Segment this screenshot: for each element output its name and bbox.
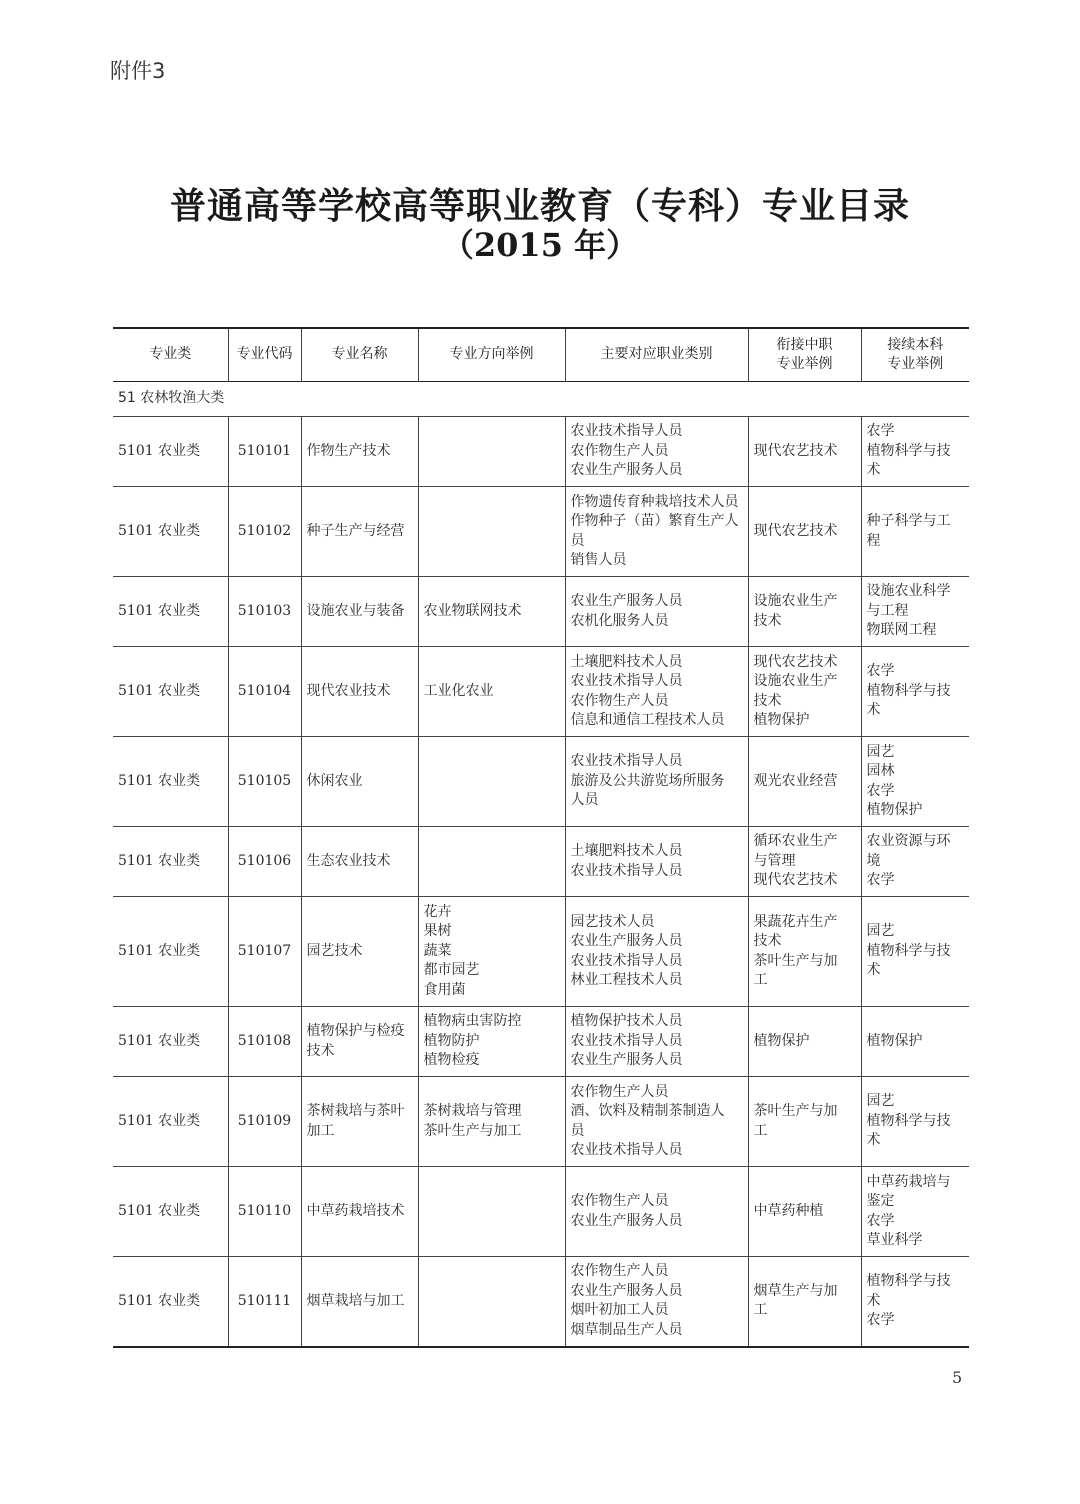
document-year: （2015 年） bbox=[441, 226, 639, 264]
cell-line: 林业工程技术人员 bbox=[570, 972, 683, 988]
cell-line: 与管理 bbox=[753, 852, 796, 869]
cell-line: 农作物生产人员 bbox=[570, 692, 669, 709]
direction-examples-cell bbox=[418, 577, 565, 647]
secondary-majors-cell bbox=[748, 897, 861, 1007]
cell-line: 技术 bbox=[753, 692, 782, 709]
direction-examples-cell bbox=[418, 1077, 565, 1167]
cell-line: 现代农艺技术 bbox=[753, 653, 838, 670]
cell-line: 植物科学与技 bbox=[866, 1273, 951, 1289]
cell-line: 茶叶生产与加 bbox=[753, 1103, 838, 1119]
cell-line: 植物科学与技 bbox=[866, 942, 951, 959]
cell-line: 现代农艺技术 bbox=[753, 442, 838, 459]
direction-examples-cell bbox=[418, 737, 565, 827]
occupations-cell bbox=[565, 897, 748, 1007]
major-code-cell: 510103 bbox=[228, 577, 301, 647]
cell-line: 术 bbox=[866, 962, 881, 979]
cell-line: 园林 bbox=[866, 763, 895, 779]
cell-line: 设施农业生产 bbox=[753, 673, 838, 689]
table-row bbox=[113, 737, 969, 827]
cell-line: 农学 bbox=[866, 872, 895, 889]
direction-examples-cell bbox=[418, 1257, 565, 1347]
table-row bbox=[113, 487, 969, 577]
cell-line: 都市园艺 bbox=[423, 962, 480, 979]
cell-line: 生态农业技术 bbox=[306, 852, 391, 869]
cell-line: 中草药栽培技术 bbox=[306, 1202, 405, 1219]
secondary-majors-cell bbox=[748, 1257, 861, 1347]
undergrad-majors-cell bbox=[861, 577, 969, 647]
cell-line: 循环农业生产 bbox=[753, 833, 838, 850]
cell-line: 园艺 bbox=[866, 923, 895, 940]
direction-examples-cell bbox=[418, 1167, 565, 1257]
major-class-cell: 5101 农业类 bbox=[113, 1077, 228, 1167]
cell-line: 土壤肥料技术人员 bbox=[570, 653, 683, 670]
major-code-cell: 510108 bbox=[228, 1007, 301, 1077]
major-name-cell bbox=[301, 487, 418, 577]
cell-line: 设施农业生产 bbox=[753, 593, 838, 609]
header-major-name: 专业名称 bbox=[301, 328, 418, 382]
cell-line: 加工 bbox=[306, 1122, 335, 1139]
cell-line: 植物保护 bbox=[866, 1032, 923, 1049]
cell-line: 术 bbox=[866, 1132, 881, 1149]
cell-line: 农业技术指导人员 bbox=[570, 862, 683, 879]
major-code-cell: 510109 bbox=[228, 1077, 301, 1167]
secondary-majors-cell bbox=[748, 737, 861, 827]
cell-line: 技术 bbox=[753, 612, 782, 629]
cell-line: 花卉 bbox=[423, 903, 452, 920]
major-code-cell: 510106 bbox=[228, 827, 301, 897]
direction-examples-cell bbox=[418, 487, 565, 577]
cell-line: 技术 bbox=[306, 1042, 335, 1059]
cell-line: 烟草栽培与加工 bbox=[306, 1292, 405, 1309]
major-name-cell bbox=[301, 577, 418, 647]
secondary-majors-cell bbox=[748, 417, 861, 487]
major-name-cell bbox=[301, 417, 418, 487]
cell-line: 销售人员 bbox=[570, 552, 627, 568]
cell-line: 工 bbox=[753, 1302, 768, 1319]
cell-line: 植物保护与检疫 bbox=[306, 1023, 405, 1039]
cell-line: 中草药栽培与 bbox=[866, 1173, 951, 1190]
table-row bbox=[113, 577, 969, 647]
undergrad-majors-cell bbox=[861, 897, 969, 1007]
header-secondary-majors: 衔接中职 专业举例 bbox=[748, 328, 861, 382]
secondary-majors-cell bbox=[748, 827, 861, 897]
major-name-cell bbox=[301, 897, 418, 1007]
category-row bbox=[113, 382, 969, 417]
header-occupations: 主要对应职业类别 bbox=[565, 328, 748, 382]
cell-line: 酒、饮料及精制茶制造人 bbox=[570, 1103, 725, 1119]
occupations-cell bbox=[565, 647, 748, 737]
cell-line: 农业生产服务人员 bbox=[570, 1212, 683, 1229]
major-class-cell: 5101 农业类 bbox=[113, 1257, 228, 1347]
occupations-cell bbox=[565, 1077, 748, 1167]
major-code-cell: 510111 bbox=[228, 1257, 301, 1347]
cell-line: 工 bbox=[753, 1122, 768, 1139]
major-code-cell: 510101 bbox=[228, 417, 301, 487]
occupations-cell bbox=[565, 1257, 748, 1347]
major-class-cell: 5101 农业类 bbox=[113, 417, 228, 487]
cell-line: 休闲农业 bbox=[306, 772, 363, 789]
cell-line: 农业资源与环 bbox=[866, 833, 951, 850]
cell-line: 物联网工程 bbox=[866, 622, 937, 639]
direction-examples-cell bbox=[418, 417, 565, 487]
table-header-row bbox=[113, 328, 969, 382]
major-class-cell: 5101 农业类 bbox=[113, 577, 228, 647]
cell-line: 植物病虫害防控 bbox=[423, 1013, 522, 1030]
secondary-majors-cell bbox=[748, 647, 861, 737]
direction-examples-cell bbox=[418, 827, 565, 897]
cell-line: 植物保护技术人员 bbox=[570, 1013, 683, 1030]
cell-line: 茶树栽培与管理 bbox=[423, 1103, 522, 1119]
undergrad-majors-cell bbox=[861, 487, 969, 577]
major-code-cell: 510104 bbox=[228, 647, 301, 737]
cell-line: 农机化服务人员 bbox=[570, 612, 669, 629]
cell-line: 工业化农业 bbox=[423, 682, 494, 699]
occupations-cell bbox=[565, 1007, 748, 1077]
cell-line: 烟草制品生产人员 bbox=[570, 1321, 683, 1338]
cell-line: 作物种子（苗）繁育生产人 bbox=[570, 513, 739, 529]
cell-line: 鉴定 bbox=[866, 1193, 895, 1209]
secondary-majors-cell bbox=[748, 1167, 861, 1257]
major-class-cell: 5101 农业类 bbox=[113, 737, 228, 827]
cell-line: 园艺技术 bbox=[306, 942, 363, 959]
major-name-cell bbox=[301, 647, 418, 737]
secondary-majors-cell bbox=[748, 1007, 861, 1077]
undergrad-majors-cell bbox=[861, 737, 969, 827]
major-name-cell bbox=[301, 1167, 418, 1257]
cell-line: 植物防护 bbox=[423, 1032, 480, 1049]
cell-line: 农学 bbox=[866, 1212, 895, 1229]
document-title: 普通高等学校高等职业教育（专科）专业目录 bbox=[169, 185, 910, 227]
undergrad-majors-cell bbox=[861, 1257, 969, 1347]
cell-line: 农业技术指导人员 bbox=[570, 673, 683, 689]
table-row bbox=[113, 417, 969, 487]
occupations-cell bbox=[565, 1167, 748, 1257]
cell-line: 园艺技术人员 bbox=[570, 913, 655, 930]
cell-line: 术 bbox=[866, 702, 881, 719]
table-row bbox=[113, 1167, 969, 1257]
undergrad-majors-cell bbox=[861, 1167, 969, 1257]
table-row bbox=[113, 1007, 969, 1077]
cell-line: 作物生产技术 bbox=[306, 442, 391, 459]
header-major-class: 专业类 bbox=[113, 328, 228, 382]
direction-examples-cell bbox=[418, 1007, 565, 1077]
occupations-cell bbox=[565, 577, 748, 647]
cell-line: 农学 bbox=[866, 663, 895, 680]
cell-line: 茶树栽培与茶叶 bbox=[306, 1103, 405, 1119]
table-row bbox=[113, 647, 969, 737]
cell-line: 现代农艺技术 bbox=[753, 872, 838, 889]
cell-line: 植物检疫 bbox=[423, 1052, 480, 1069]
occupations-cell bbox=[565, 737, 748, 827]
header-direction-examples: 专业方向举例 bbox=[418, 328, 565, 382]
cell-line: 植物科学与技 bbox=[866, 682, 951, 699]
major-name-cell bbox=[301, 827, 418, 897]
page-number: 5 bbox=[952, 1368, 963, 1387]
cell-line: 与工程 bbox=[866, 602, 909, 619]
header-undergrad-majors: 接续本科 专业举例 bbox=[861, 328, 969, 382]
cell-line: 员 bbox=[570, 532, 585, 549]
cell-line: 程 bbox=[866, 532, 881, 549]
major-class-cell: 5101 农业类 bbox=[113, 647, 228, 737]
cell-line: 农业技术指导人员 bbox=[570, 423, 683, 440]
major-name-cell bbox=[301, 737, 418, 827]
cell-line: 农业物联网技术 bbox=[423, 602, 522, 619]
table-row bbox=[113, 897, 969, 1007]
major-name-cell bbox=[301, 1077, 418, 1167]
cell-line: 农业技术指导人员 bbox=[570, 952, 683, 969]
major-class-cell: 5101 农业类 bbox=[113, 487, 228, 577]
cell-line: 果树 bbox=[423, 923, 452, 940]
category-label: 51 农林牧渔大类 bbox=[113, 382, 969, 417]
cell-line: 食用菌 bbox=[423, 981, 466, 998]
cell-line: 土壤肥料技术人员 bbox=[570, 843, 683, 859]
cell-line: 员 bbox=[570, 1122, 585, 1139]
major-name-cell bbox=[301, 1007, 418, 1077]
cell-line: 植物保护 bbox=[753, 712, 810, 728]
direction-examples-cell bbox=[418, 897, 565, 1007]
cell-line: 果蔬花卉生产 bbox=[753, 913, 838, 930]
cell-line: 农业生产服务人员 bbox=[570, 933, 683, 949]
cell-line: 农作物生产人员 bbox=[570, 1193, 669, 1209]
cell-line: 农业生产服务人员 bbox=[570, 1282, 683, 1299]
occupations-cell bbox=[565, 827, 748, 897]
table-row bbox=[113, 827, 969, 897]
major-class-cell: 5101 农业类 bbox=[113, 1007, 228, 1077]
cell-line: 植物科学与技 bbox=[866, 442, 951, 459]
cell-line: 农业技术指导人员 bbox=[570, 753, 683, 770]
cell-line: 种子生产与经营 bbox=[306, 522, 405, 539]
secondary-majors-cell bbox=[748, 1077, 861, 1167]
cell-line: 工 bbox=[753, 972, 768, 988]
undergrad-majors-cell bbox=[861, 417, 969, 487]
cell-line: 旅游及公共游览场所服务 bbox=[570, 772, 725, 789]
cell-line: 境 bbox=[866, 852, 881, 869]
cell-line: 农学 bbox=[866, 782, 895, 799]
cell-line: 农业技术指导人员 bbox=[570, 1142, 683, 1158]
cell-line: 植物保护 bbox=[753, 1032, 810, 1049]
major-code-cell: 510107 bbox=[228, 897, 301, 1007]
cell-line: 烟草生产与加 bbox=[753, 1282, 838, 1299]
cell-line: 草业科学 bbox=[866, 1232, 923, 1248]
attachment-label: 附件3 bbox=[110, 59, 166, 83]
cell-line: 现代农艺技术 bbox=[753, 522, 838, 539]
occupations-cell bbox=[565, 417, 748, 487]
cell-line: 蔬菜 bbox=[423, 942, 452, 959]
cell-line: 农作物生产人员 bbox=[570, 1263, 669, 1280]
secondary-majors-cell bbox=[748, 577, 861, 647]
major-class-cell: 5101 农业类 bbox=[113, 827, 228, 897]
major-class-cell: 5101 农业类 bbox=[113, 1167, 228, 1257]
cell-line: 种子科学与工 bbox=[866, 513, 951, 529]
cell-line: 术 bbox=[866, 1292, 881, 1309]
secondary-majors-cell bbox=[748, 487, 861, 577]
cell-line: 农作物生产人员 bbox=[570, 1083, 669, 1100]
undergrad-majors-cell bbox=[861, 647, 969, 737]
cell-line: 中草药种植 bbox=[753, 1202, 824, 1219]
cell-line: 现代农业技术 bbox=[306, 682, 391, 699]
cell-line: 园艺 bbox=[866, 1093, 895, 1110]
major-code-cell: 510102 bbox=[228, 487, 301, 577]
cell-line: 信息和通信工程技术人员 bbox=[570, 712, 725, 728]
major-class-cell: 5101 农业类 bbox=[113, 897, 228, 1007]
cell-line: 农学 bbox=[866, 423, 895, 440]
undergrad-majors-cell bbox=[861, 827, 969, 897]
cell-line: 农作物生产人员 bbox=[570, 442, 669, 459]
cell-line: 植物科学与技 bbox=[866, 1112, 951, 1129]
major-code-cell: 510105 bbox=[228, 737, 301, 827]
cell-line: 农业生产服务人员 bbox=[570, 1052, 683, 1069]
cell-line: 烟叶初加工人员 bbox=[570, 1302, 669, 1319]
major-code-cell: 510110 bbox=[228, 1167, 301, 1257]
header-major-code: 专业代码 bbox=[228, 328, 301, 382]
table-row bbox=[113, 1077, 969, 1167]
major-catalog-table bbox=[113, 327, 969, 1348]
undergrad-majors-cell bbox=[861, 1077, 969, 1167]
cell-line: 茶叶生产与加工 bbox=[423, 1122, 522, 1139]
cell-line: 设施农业科学 bbox=[866, 583, 951, 600]
cell-line: 园艺 bbox=[866, 743, 895, 760]
major-name-cell bbox=[301, 1257, 418, 1347]
cell-line: 农业生产服务人员 bbox=[570, 462, 683, 479]
cell-line: 农学 bbox=[866, 1312, 895, 1328]
table-row bbox=[113, 1257, 969, 1347]
occupations-cell bbox=[565, 487, 748, 577]
cell-line: 观光农业经营 bbox=[753, 772, 838, 789]
cell-line: 术 bbox=[866, 462, 881, 479]
cell-line: 技术 bbox=[753, 933, 782, 949]
cell-line: 农业生产服务人员 bbox=[570, 593, 683, 609]
cell-line: 人员 bbox=[570, 792, 599, 809]
cell-line: 茶叶生产与加 bbox=[753, 952, 838, 969]
cell-line: 农业技术指导人员 bbox=[570, 1032, 683, 1049]
cell-line: 设施农业与装备 bbox=[306, 602, 405, 619]
direction-examples-cell bbox=[418, 647, 565, 737]
cell-line: 植物保护 bbox=[866, 802, 923, 818]
undergrad-majors-cell bbox=[861, 1007, 969, 1077]
cell-line: 作物遗传育种栽培技术人员 bbox=[570, 493, 739, 510]
